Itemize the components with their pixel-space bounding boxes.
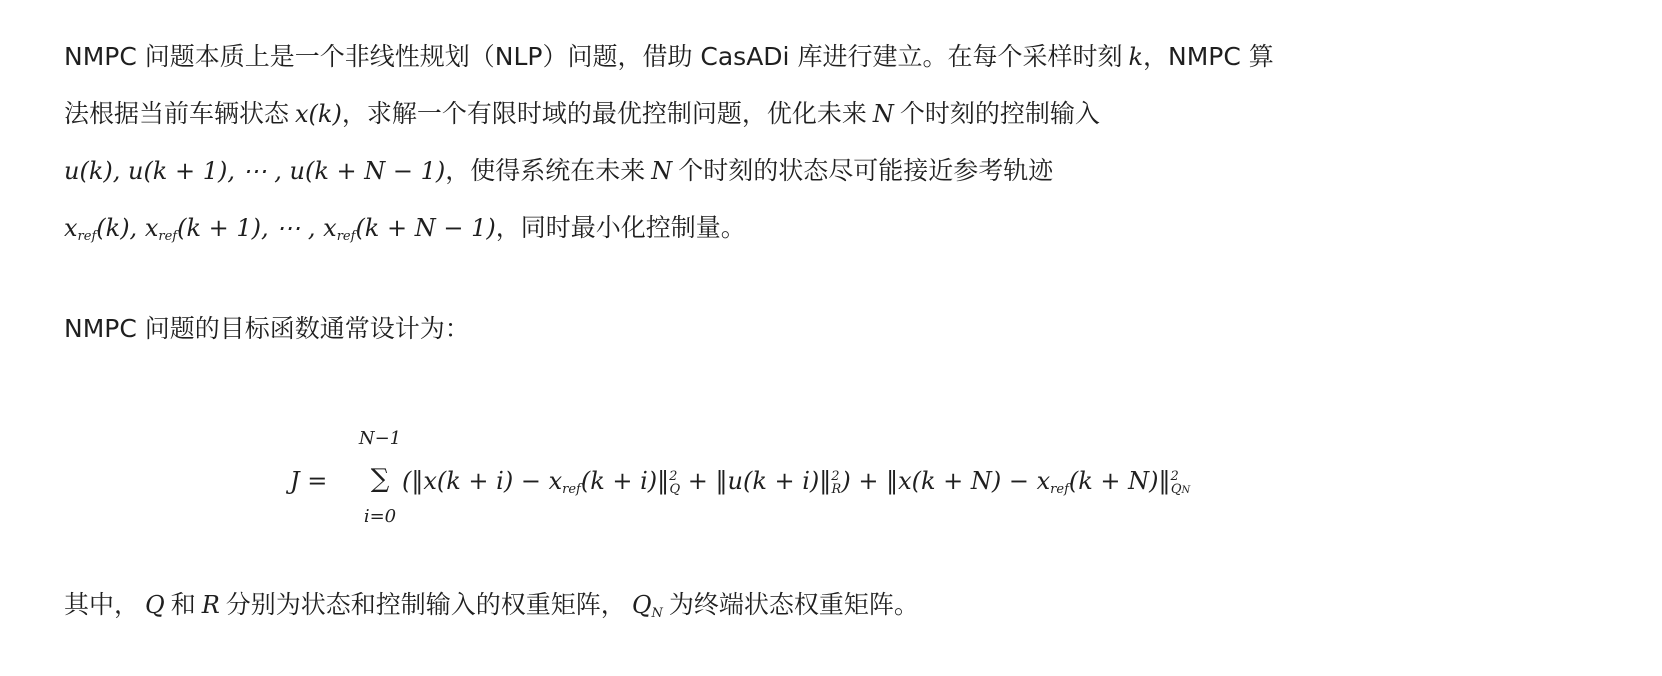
formula-rhs: (‖x(k + i) − xref(k + i)‖$^2$Q + ‖u(k + i)‖$^2$R) + ‖x(k + N) − xref(k + N)‖$^2$QN <box>402 467 1191 497</box>
math-u-sequence: u(k), u(k + 1), ⋯ , u(k + N − 1) <box>64 157 446 185</box>
math-xref-sequence: xref(k), xref(k + 1), ⋯ , xref(k + N − 1) <box>64 214 496 244</box>
text: 个时刻的控制输入 <box>899 99 1100 128</box>
text: ，使得系统在未来 <box>445 156 646 185</box>
text: 法根据当前车辆状态 <box>64 99 290 128</box>
text: 个时刻的状态尽可能接近参考轨迹 <box>678 156 1054 185</box>
math-x-k: x(k) <box>295 100 342 128</box>
math-R: R <box>201 591 220 619</box>
math-Q: Q <box>145 591 165 619</box>
text: 分别为状态和控制输入的权重矩阵， <box>225 590 626 619</box>
paragraph-1-line-1 <box>64 38 1274 76</box>
objective-function-formula <box>290 420 1390 540</box>
text: NMPC 问题的目标函数通常设计为： <box>64 314 470 343</box>
text: 和 <box>170 590 196 619</box>
formula-lhs: J = <box>290 467 328 495</box>
text: ，求解一个有限时域的最优控制问题，优化未来 <box>341 99 867 128</box>
paragraph-3 <box>64 586 919 624</box>
text: 其中， <box>64 590 140 619</box>
paragraph-1-line-4 <box>64 209 746 247</box>
math-k: k <box>1128 43 1143 71</box>
summation-lower-limit: i=0 <box>363 506 397 527</box>
text: NMPC 问题本质上是一个非线性规划（NLP）问题，借助 CasADi 库进行建立。在每个采样时刻 <box>64 42 1123 71</box>
math-QN: QN <box>631 591 663 621</box>
text: ，同时最小化控制量。 <box>495 213 746 242</box>
math-N: N <box>651 157 673 185</box>
text: 为终端状态权重矩阵。 <box>668 590 919 619</box>
text: ，NMPC 算 <box>1143 42 1274 71</box>
paragraph-1-line-2 <box>64 95 1100 133</box>
paragraph-2 <box>64 310 470 348</box>
summation-upper-limit: N−1 <box>358 428 402 449</box>
summation-sign: ∑ <box>370 464 390 494</box>
summation <box>350 420 410 540</box>
paragraph-1-line-3 <box>64 152 1053 190</box>
math-N: N <box>872 100 894 128</box>
